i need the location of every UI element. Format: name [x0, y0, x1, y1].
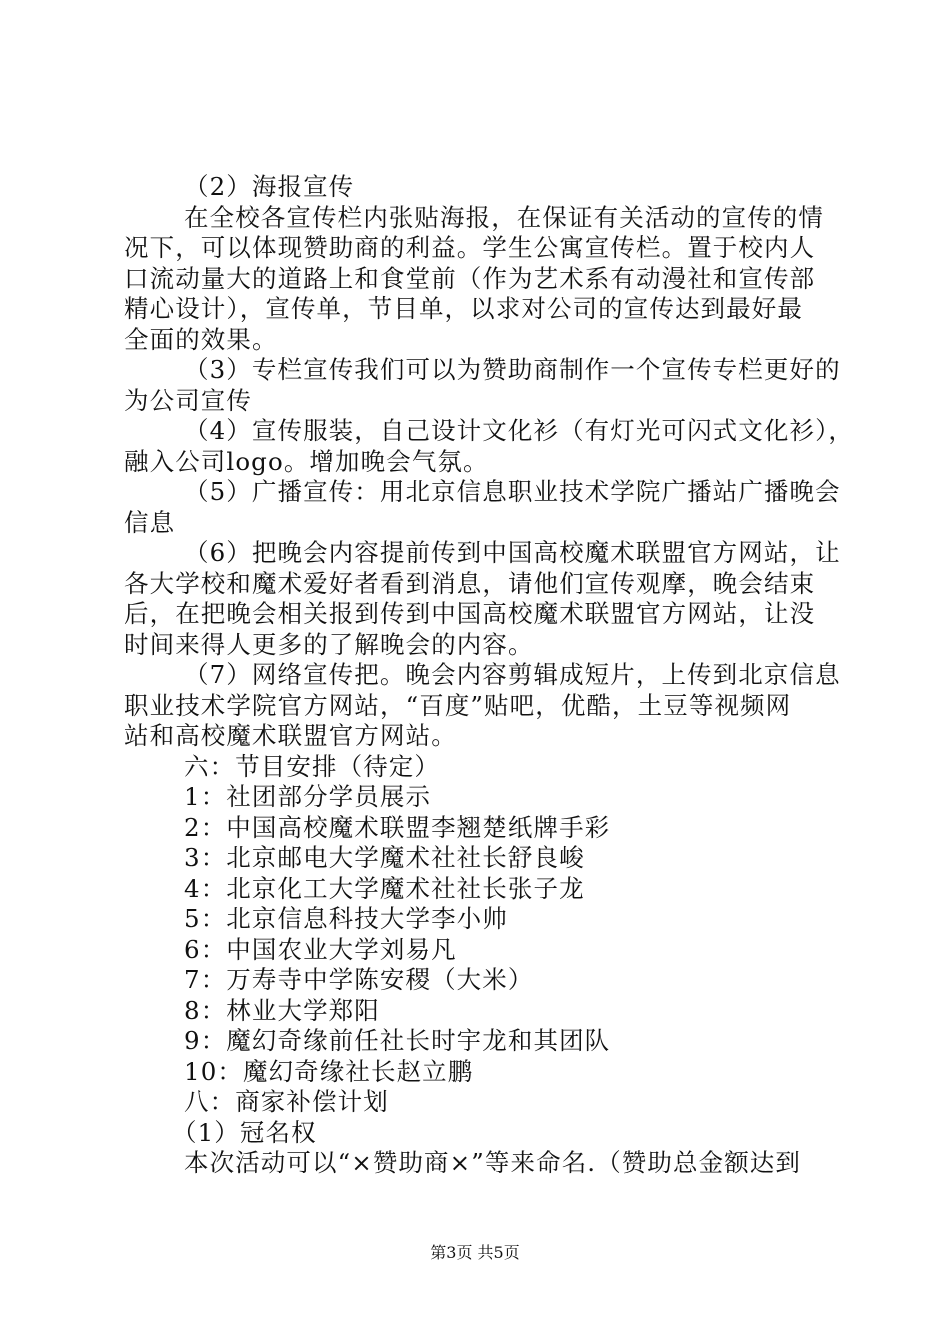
text-line: （4）宣传服装，自己设计文化衫（有灯光可闪式文化衫），	[184, 416, 855, 445]
page-footer	[0, 1243, 950, 1263]
text-line: 融入公司logo。增加晚会气氛。	[124, 446, 489, 476]
text-line: 6：中国农业大学刘易凡	[184, 934, 457, 964]
text-line: 5：北京信息科技大学李小帅	[184, 904, 508, 933]
text-line: 六：节目安排（待定）	[184, 751, 440, 781]
text-line: 4：北京化工大学魔术社社长张子龙	[184, 873, 585, 903]
text-line: 站和高校魔术联盟官方网站。	[124, 721, 457, 750]
text-line: 时间来得人更多的了解晚会的内容。	[124, 629, 534, 659]
text-line: 2：中国高校魔术联盟李翘楚纸牌手彩	[184, 812, 611, 842]
text-line: （5）广播宣传：用北京信息职业技术学院广播站广播晚会	[184, 477, 841, 506]
document-body	[124, 172, 855, 1179]
text-line: 本次活动可以“×赞助商×”等来命名.（赞助总金额达到	[184, 1148, 801, 1177]
text-line: 口流动量大的道路上和食堂前（作为艺术系有动漫社和宣传部	[124, 263, 816, 293]
page-number: 第3页 共5页	[430, 1243, 520, 1262]
text-line: 在全校各宣传栏内张贴海报，在保证有关活动的宣传的情	[184, 202, 824, 232]
text-line: 况下，可以体现赞助商的利益。学生公寓宣传栏。置于校内人	[124, 233, 816, 262]
text-line: 9：魔幻奇缘前任社长时宇龙和其团队	[184, 1026, 611, 1055]
text-line: 精心设计），宣传单，节目单，以求对公司的宣传达到最好最	[124, 294, 803, 323]
text-line: 1：社团部分学员展示	[184, 782, 432, 811]
text-line: 后，在把晚会相关报到传到中国高校魔术联盟官方网站，让没	[124, 599, 816, 628]
text-line: 3：北京邮电大学魔术社社长舒良峻	[184, 843, 585, 872]
text-line: （1）冠名权	[172, 1117, 317, 1147]
text-line: 全面的效果。	[124, 324, 278, 354]
text-line: 八：商家补偿计划	[184, 1087, 389, 1116]
text-line: 7：万寿寺中学陈安稷（大米）	[184, 965, 534, 994]
text-line: 职业技术学院官方网站，“百度”贴吧，优酷，土豆等视频网	[124, 690, 792, 720]
text-line: 8：林业大学郑阳	[184, 995, 380, 1025]
text-line: （6）把晚会内容提前传到中国高校魔术联盟官方网站，让	[184, 538, 841, 567]
text-line: （7）网络宣传把。晚会内容剪辑成短片，上传到北京信息	[184, 660, 841, 689]
text-line: （2）海报宣传	[184, 172, 355, 201]
text-line: 各大学校和魔术爱好者看到消息，请他们宣传观摩，晚会结束	[124, 568, 816, 598]
text-line: （3）专栏宣传我们可以为赞助商制作一个宣传专栏更好的	[184, 355, 841, 384]
text-line: 为公司宣传	[124, 385, 252, 415]
text-line: 10：魔幻奇缘社长赵立鹏	[184, 1056, 474, 1086]
text-line: 信息	[124, 507, 176, 537]
